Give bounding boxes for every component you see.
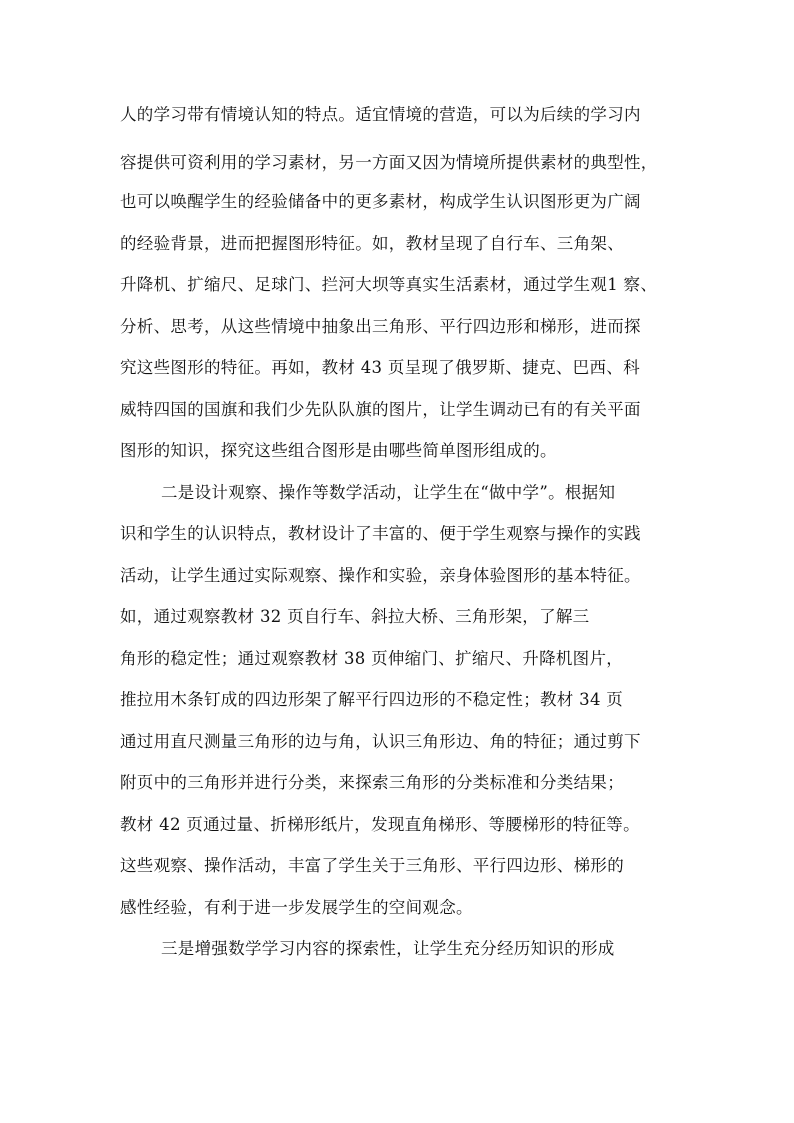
paragraph-3-line-1: 三是增强数学学习内容的探索性，让学生充分经历知识的形成 bbox=[161, 939, 615, 958]
text-line-6: 分析、思考，从这些情境中抽象出三角形、平行四边形和梯形，进而探 bbox=[120, 317, 641, 336]
text-line-7: 究这些图形的特征。再如，教材 43 页呈现了俄罗斯、捷克、巴西、科 bbox=[120, 358, 640, 377]
text-line-2: 容提供可资利用的学习素材，另一方面又因为情境所提供素材的典型性， bbox=[120, 153, 658, 172]
text-line-15: 推拉用木条钉成的四边形架了解平行四边形的不稳定性；教材 34 页 bbox=[120, 690, 624, 709]
text-line-8: 威特四国的国旗和我们少先队队旗的图片，让学生调动已有的有关平面 bbox=[120, 400, 641, 419]
text-line-20: 感性经验，有利于进一步发展学生的空间观念。 bbox=[120, 898, 473, 917]
text-line-11: 识和学生的认识特点，教材设计了丰富的、便于学生观察与操作的实践 bbox=[120, 524, 641, 543]
text-line-17: 附页中的三角形并进行分类，来探索三角形的分类标准和分类结果； bbox=[120, 773, 624, 792]
text-line-9: 图形的知识，探究这些组合图形是由哪些简单图形组成的。 bbox=[120, 441, 557, 460]
text-line-13: 如，通过观察教材 32 页自行车、斜拉大桥、三角形架，了解三 bbox=[120, 607, 590, 626]
text-line-1: 人的学习带有情境认知的特点。适宜情境的营造，可以为后续的学习内 bbox=[120, 105, 641, 124]
paragraph-2-line-1: 二是设计观察、操作等数学活动，让学生在“做中学”。根据知 bbox=[161, 483, 616, 502]
text-line-19: 这些观察、操作活动，丰富了学生关于三角形、平行四边形、梯形的 bbox=[120, 856, 624, 875]
text-line-16: 通过用直尺测量三角形的边与角，认识三角形边、角的特征；通过剪下 bbox=[120, 732, 641, 751]
text-line-18: 教材 42 页通过量、折梯形纸片，发现直角梯形、等腰梯形的特征等。 bbox=[120, 815, 640, 834]
text-line-14: 角形的稳定性；通过观察教材 38 页伸缩门、扩缩尺、升降机图片， bbox=[120, 649, 624, 668]
text-line-3: 也可以唤醒学生的经验储备中的更多素材，构成学生认识图形更为广阔 bbox=[120, 192, 641, 211]
text-line-12: 活动，让学生通过实际观察、操作和实验，亲身体验图形的基本特征。 bbox=[120, 566, 641, 585]
text-line-4: 的经验背景，进而把握图形特征。如，教材呈现了自行车、三角架、 bbox=[120, 234, 624, 253]
text-line-5: 升降机、扩缩尺、足球门、拦河大坝等真实生活素材，通过学生观1 察、 bbox=[120, 275, 658, 294]
